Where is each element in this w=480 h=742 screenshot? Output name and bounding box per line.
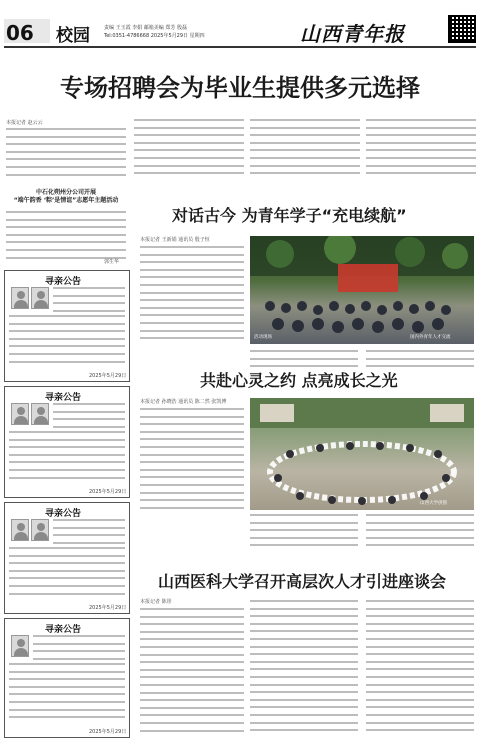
notice-2-text xyxy=(9,431,125,485)
notice-4-text xyxy=(9,663,125,725)
notice-4-title: 寻亲公告 xyxy=(45,625,82,635)
article-2-caption-right: 国内外青年人才交流 xyxy=(410,335,451,340)
notice-2-date: 2025年5月29日 xyxy=(89,489,127,495)
notice-3-photo-b xyxy=(31,519,49,541)
editor-credits: 责编 王玉霞 李娟 邮箱美编 郑芳 殷磊 xyxy=(104,25,187,31)
notice-1-title: 寻亲公告 xyxy=(45,277,82,287)
notice-box-3 xyxy=(4,502,130,614)
notice-3-photo-a xyxy=(11,519,29,541)
page-number: 06 xyxy=(6,21,34,45)
article-4-title: 山西医科大学召开高层次人才引进座谈会 xyxy=(158,572,447,591)
notice-1-text-top xyxy=(53,287,125,313)
notice-3-text xyxy=(9,547,125,601)
article-2-photo xyxy=(250,236,474,344)
section-name: 校园 xyxy=(56,26,90,46)
notice-2-title: 寻亲公告 xyxy=(45,393,82,403)
article-2-title: 对话古今 为青年学子“充电续航” xyxy=(172,206,407,225)
header-divider xyxy=(4,46,476,48)
sidebar-story-title-2: “端午韵香 ‘粽’是情谊”志愿年主题活动 xyxy=(13,197,119,204)
notice-box-1 xyxy=(4,270,130,382)
notice-4-date: 2025年5月29日 xyxy=(89,729,127,735)
notice-1-photo-b xyxy=(31,287,49,309)
article-3-title: 共赴心灵之约 点亮成长之光 xyxy=(200,371,398,390)
sidebar-story-author: 郭生华 xyxy=(104,259,120,265)
article-3-caption: 山西大学供图 xyxy=(420,501,447,506)
article-1-body-col2 xyxy=(134,119,244,183)
page-header xyxy=(0,0,480,44)
article-1-body-col4 xyxy=(366,119,476,183)
notice-3-title: 寻亲公告 xyxy=(45,509,82,519)
notice-box-4 xyxy=(4,618,130,738)
article-4-byline: 本报记者 陈彤 xyxy=(140,599,172,605)
article-2-photo-scene xyxy=(250,236,474,344)
article-1-byline: 本报记者 赵云云 xyxy=(6,120,43,126)
issue-date-line: Tel:0351-4786668 2025年5月29日 星期四 xyxy=(104,33,205,39)
article-4-body-col3 xyxy=(366,600,474,736)
sidebar-story-body xyxy=(6,211,126,265)
qr-code-icon[interactable] xyxy=(448,15,476,43)
notice-3-text-top xyxy=(53,519,125,545)
notice-box-2 xyxy=(4,386,130,498)
notice-1-text xyxy=(9,315,125,369)
article-2-caption-left: 活动现场 xyxy=(254,335,272,340)
article-3-body-col3 xyxy=(366,514,474,550)
notice-4-text-top xyxy=(33,635,125,661)
article-3-photo xyxy=(250,398,474,510)
article-4-body-col2 xyxy=(250,600,358,736)
notice-3-date: 2025年5月29日 xyxy=(89,605,127,611)
notice-2-text-top xyxy=(53,403,125,429)
article-3-body-col2 xyxy=(250,514,358,550)
article-3-byline: 本报记者 孙晓浩 通讯员 陈二然 张凯博 xyxy=(140,399,227,405)
article-2-body-col1 xyxy=(140,246,244,346)
notice-4-photo-a xyxy=(11,635,29,657)
newspaper-masthead: 山西青年报 xyxy=(300,22,405,46)
notice-2-photo-a xyxy=(11,403,29,425)
article-1-body-col1 xyxy=(6,128,126,182)
article-3-photo-scene xyxy=(250,398,474,510)
sidebar-story-title-1: 中石化朔州分公司开展 xyxy=(35,189,96,196)
notice-1-date: 2025年5月29日 xyxy=(89,373,127,379)
article-3-body-col1 xyxy=(140,408,244,516)
article-2-byline: 本报记者 王新娟 通讯员 殷子恒 xyxy=(140,237,210,243)
article-4-body-col1 xyxy=(140,608,244,736)
notice-2-photo-b xyxy=(31,403,49,425)
article-1-title: 专场招聘会为毕业生提供多元选择 xyxy=(60,74,420,102)
article-1-body-col3 xyxy=(250,119,360,183)
notice-1-photo-a xyxy=(11,287,29,309)
